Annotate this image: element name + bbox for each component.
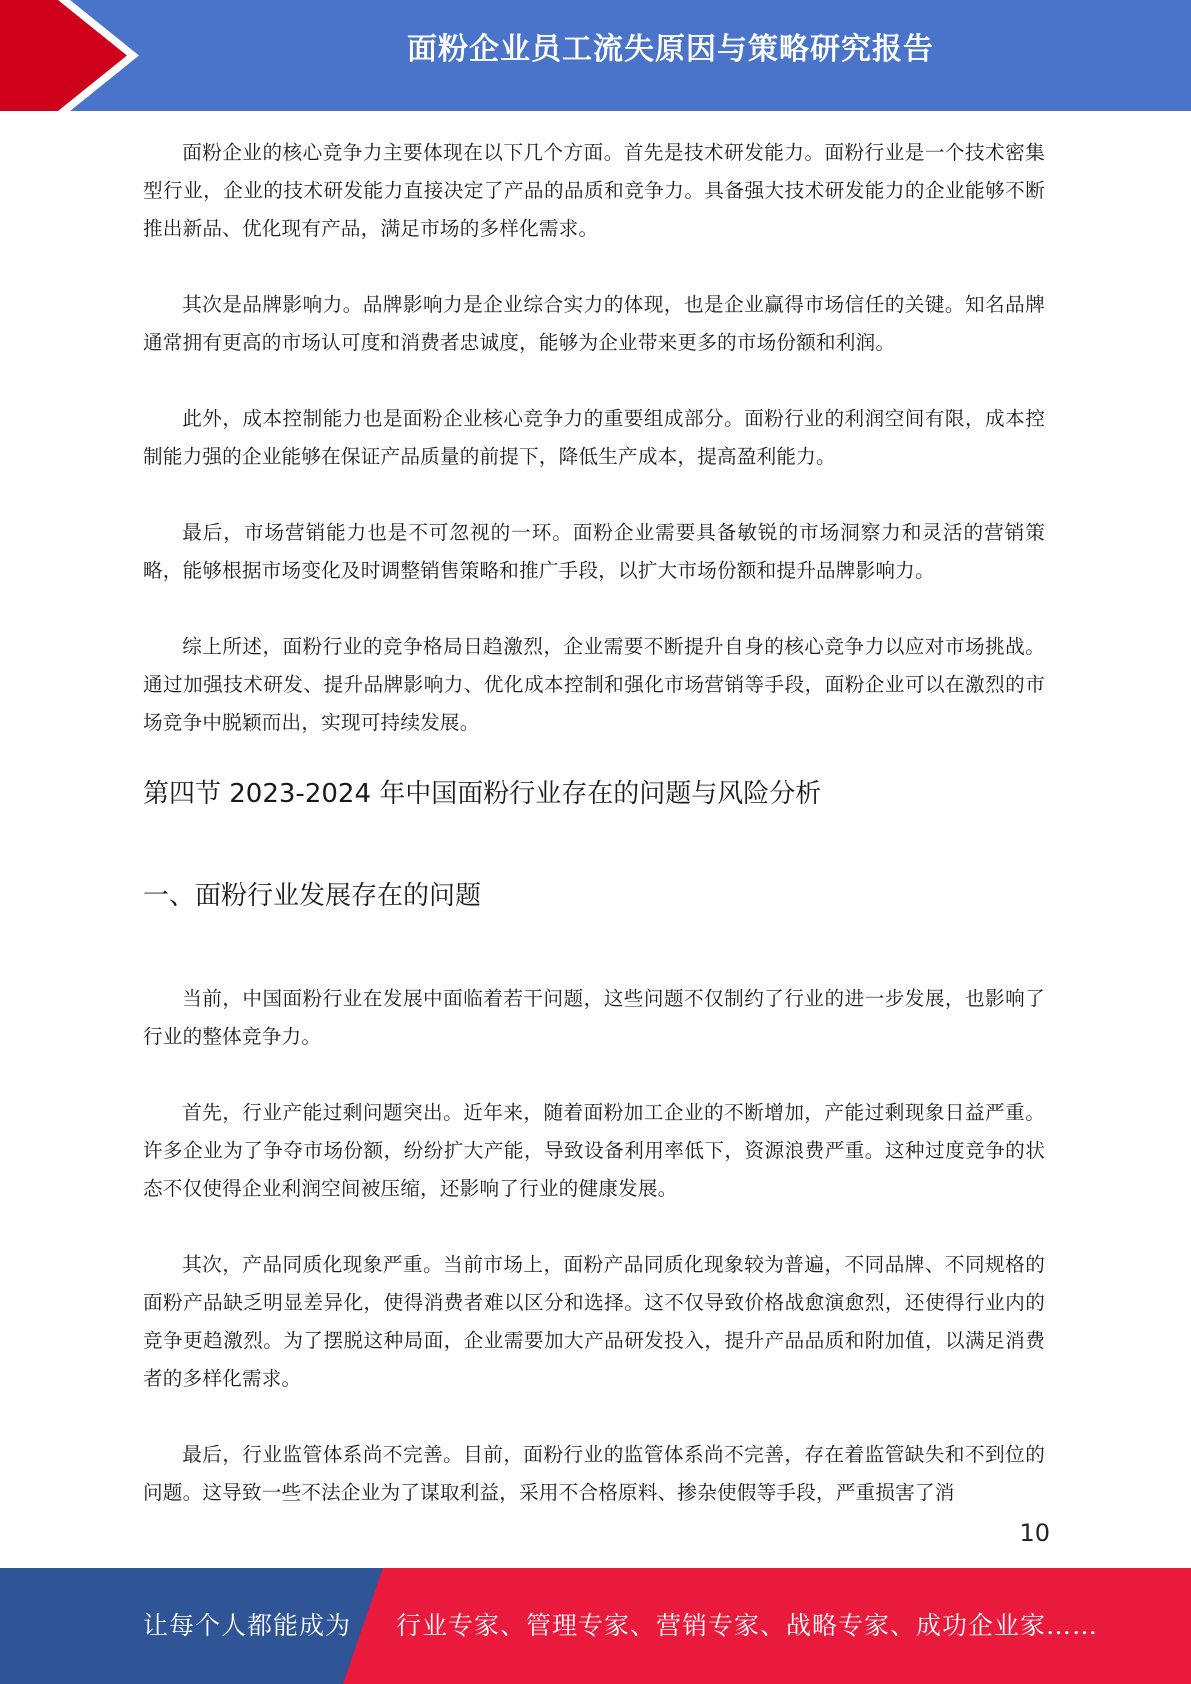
paragraph-marketing: 最后，市场营销能力也是不可忽视的一环。面粉企业需要具备敏锐的市场洞察力和灵活的营销策略，能够根据市场变化及时调整销售策略和推广手段，以扩大市场份额和提升品牌影响力。 [143,521,1045,582]
paragraph-intro-problems: 当前，中国面粉行业在发展中面临着若干问题，这些问题不仅制约了行业的进一步发展，也影响了行业的整体竞争力。 [143,987,1045,1048]
report-title: 面粉企业员工流失原因与策略研究报告 [407,32,934,67]
paragraph-brand-influence: 其次是品牌影响力。品牌影响力是企业综合实力的体现，也是企业赢得市场信任的关键。知名品牌通常拥有更高的市场认可度和消费者忠诚度，能够为企业带来更多的市场份额和利润。 [143,293,1045,354]
header-banner [0,0,1191,111]
paragraph-cost-control: 此外，成本控制能力也是面粉企业核心竞争力的重要组成部分。面粉行业的利润空间有限，成本控制能力强的企业能够在保证产品质量的前提下，降低生产成本，提高盈利能力。 [143,407,1045,468]
paragraph-core-competence: 面粉企业的核心竞争力主要体现在以下几个方面。首先是技术研发能力。面粉行业是一个技术密集型行业，企业的技术研发能力直接决定了产品的品质和竞争力。具备强大技术研发能力的企业能够不断推出新品、优化现有产品，满足市场的多样化需求。 [143,141,1045,240]
paragraph-overcapacity: 首先，行业产能过剩问题突出。近年来，随着面粉加工企业的不断增加，产能过剩现象日益严重。许多企业为了争夺市场份额，纷纷扩大产能，导致设备利用率低下，资源浪费严重。这种过度竞争的状态不仅使得企业利润空间被压缩，还影响了行业的健康发展。 [143,1101,1045,1200]
document-body [143,134,1045,1550]
subsection-heading: 一、面粉行业发展存在的问题 [143,881,482,911]
paragraph-regulation: 最后，行业监管体系尚不完善。目前，面粉行业的监管体系尚不完善，存在着监管缺失和不到位的问题。这导致一些不法企业为了谋取利益，采用不合格原料、掺杂使假等手段，严重损害了消 [143,1443,1045,1504]
footer-slogan-right: 行业专家、管理专家、营销专家、战略专家、成功企业家…… [396,1611,1099,1640]
footer-slogan-left: 让每个人都能成为 [143,1611,352,1640]
paragraph-summary: 综上所述，面粉行业的竞争格局日趋激烈，企业需要不断提升自身的核心竞争力以应对市场挑战。通过加强技术研发、提升品牌影响力、优化成本控制和强化市场营销等手段，面粉企业可以在激烈的市场竞争中脱颖而出，实现可持续发展。 [143,635,1045,734]
header-arrow-decoration [0,0,152,111]
footer-banner [0,1568,1191,1684]
paragraph-homogenization: 其次，产品同质化现象严重。当前市场上，面粉产品同质化现象较为普遍，不同品牌、不同规格的面粉产品缺乏明显差异化，使得消费者难以区分和选择。这不仅导致价格战愈演愈烈，还使得行业内的竞争更趋激烈。为了摆脱这种局面，企业需要加大产品研发投入，提升产品品质和附加值，以满足消费者的多样化需求。 [143,1253,1045,1390]
section-heading: 第四节 2023-2024 年中国面粉行业存在的问题与风险分析 [143,779,822,809]
page-number: 10 [1019,1519,1050,1547]
